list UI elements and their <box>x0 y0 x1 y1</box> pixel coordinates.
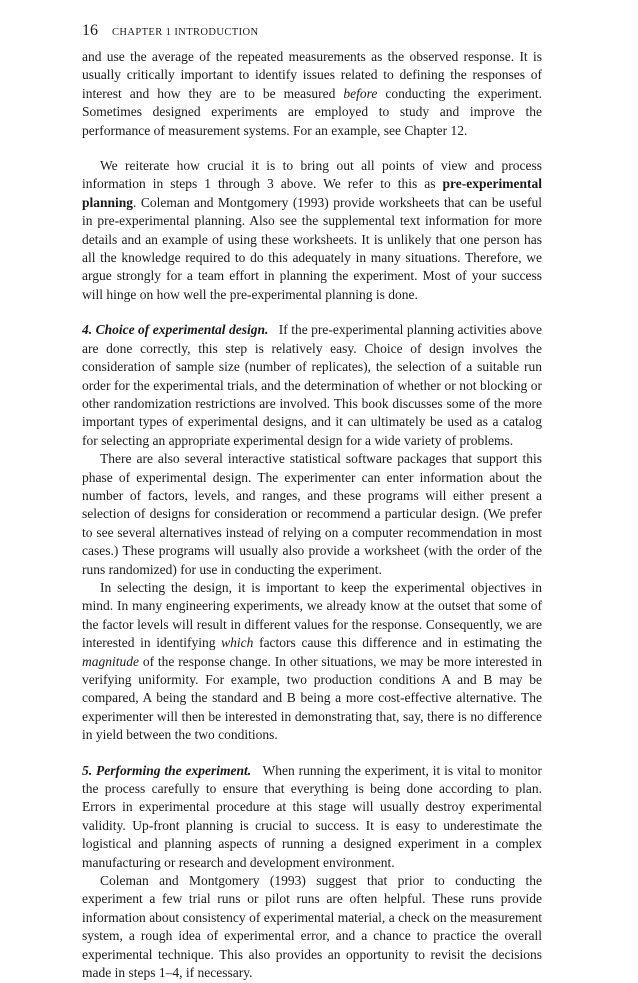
emphasis-before: before <box>343 85 378 101</box>
paragraph-measurement <box>82 48 542 140</box>
paragraph-pilot-runs <box>82 872 542 982</box>
section-4-heading: 4. Choice of experimental design. <box>82 322 269 338</box>
book-page <box>82 22 542 983</box>
paragraph-text: There are also several interactive statistical software packages that support this phase of experimental design. The experimenter can enter information about the number of factors, levels, and ranges, and these programs will either present a selection of designs for consideration or recommend a particular design. (We prefer to see several alternatives instead of relying on a computer recommendation in most cases.) These programs will usually also provide a worksheet (with the order of the runs randomized) for use in conducting the experiment. <box>82 451 542 577</box>
section-4-paragraph <box>82 321 542 450</box>
section-5-paragraph <box>82 762 542 872</box>
paragraph-selecting-design <box>82 579 542 745</box>
emphasis-which: which <box>221 635 254 651</box>
paragraph-text: Coleman and Montgomery (1993) suggest that prior to conducting the experiment a few trial runs or pilot runs are often helpful. These runs provide information about consistency of experimental material, a check on the measurement system, a rough idea of experimental error, and a chance to practice the overall experimental technique. This also provides an opportunity to revisit the decisions made in steps 1–4, if necessary. <box>82 873 542 981</box>
running-head <box>82 22 542 44</box>
paragraph-software-packages <box>82 450 542 579</box>
page-number: 16 <box>82 22 98 39</box>
section-5-heading: 5. Performing the experiment. <box>82 762 252 778</box>
paragraph-text: and use the average of the repeated measurements as the observed response. It is usually critically important to identify issues related to defining the responses of interest and how they are to be measured <box>82 49 542 101</box>
paragraph-pre-experimental-planning <box>82 157 542 304</box>
paragraph-text: of the response change. In other situations, we may be more interested in verifying uniformity. For example, two production conditions A and B may be compared, A being the standard and B being a more cost-effective alternative. The experimenter will then be interested in demonstrating that, say, there is no difference in yield between the two conditions. <box>82 653 542 743</box>
paragraph-text: conducting the experiment. Sometimes designed experiments are employed to study and improve the performance of measurement systems. For an example, see Chapter 12. <box>82 85 543 138</box>
emphasis-magnitude: magnitude <box>82 653 139 669</box>
paragraph-text: In selecting the design, it is important to keep the experimental objectives in mind. In many engineering experiments, we already know at the outset that some of the factor levels will result in different values for the response. Consequently, we are interested in identifying <box>82 579 542 651</box>
paragraph-text: If the pre-experimental planning activities above are done correctly, this step is relatively easy. Choice of design involves the consideration of sample size (number of replicates), the selection of a suitable run order for the experimental trials, and the determination of whether or not blocking or other randomization restrictions are involved. This book discusses some of the more important types of experimental designs, and it can ultimately be used as a catalog for selecting an appropriate experimental design for a wide variety of problems. <box>82 322 542 448</box>
paragraph-text: . Coleman and Montgomery (1993) provide worksheets that can be useful in pre-experimental planning. Also see the supplemental text information for more details and an example of using these worksheets. It is unlikely that one person has all the knowledge required to do this adequately in many situations. Therefore, we argue strongly for a team effort in planning the experiment. Most of your success will hinge on how well the pre-experimental planning is done. <box>82 194 542 302</box>
paragraph-text: factors cause this difference and in estimating the <box>253 635 543 651</box>
paragraph-text: When running the experiment, it is vital to monitor the process carefully to ensure that everything is being done according to plan. Errors in experimental procedure at this stage will usually destroy experimental validity. Up-front planning is crucial to success. It is easy to underestimate the logistical and planning aspects of running a designed experiment in a complex manufacturing or research and development environment. <box>82 762 543 870</box>
chapter-label: CHAPTER 1 INTRODUCTION <box>112 27 259 38</box>
key-term: pre-experimental planning <box>82 176 542 210</box>
paragraph-text: We reiterate how crucial it is to bring out all points of view and process information in steps 1 through 3 above. We refer to this as <box>82 158 542 192</box>
